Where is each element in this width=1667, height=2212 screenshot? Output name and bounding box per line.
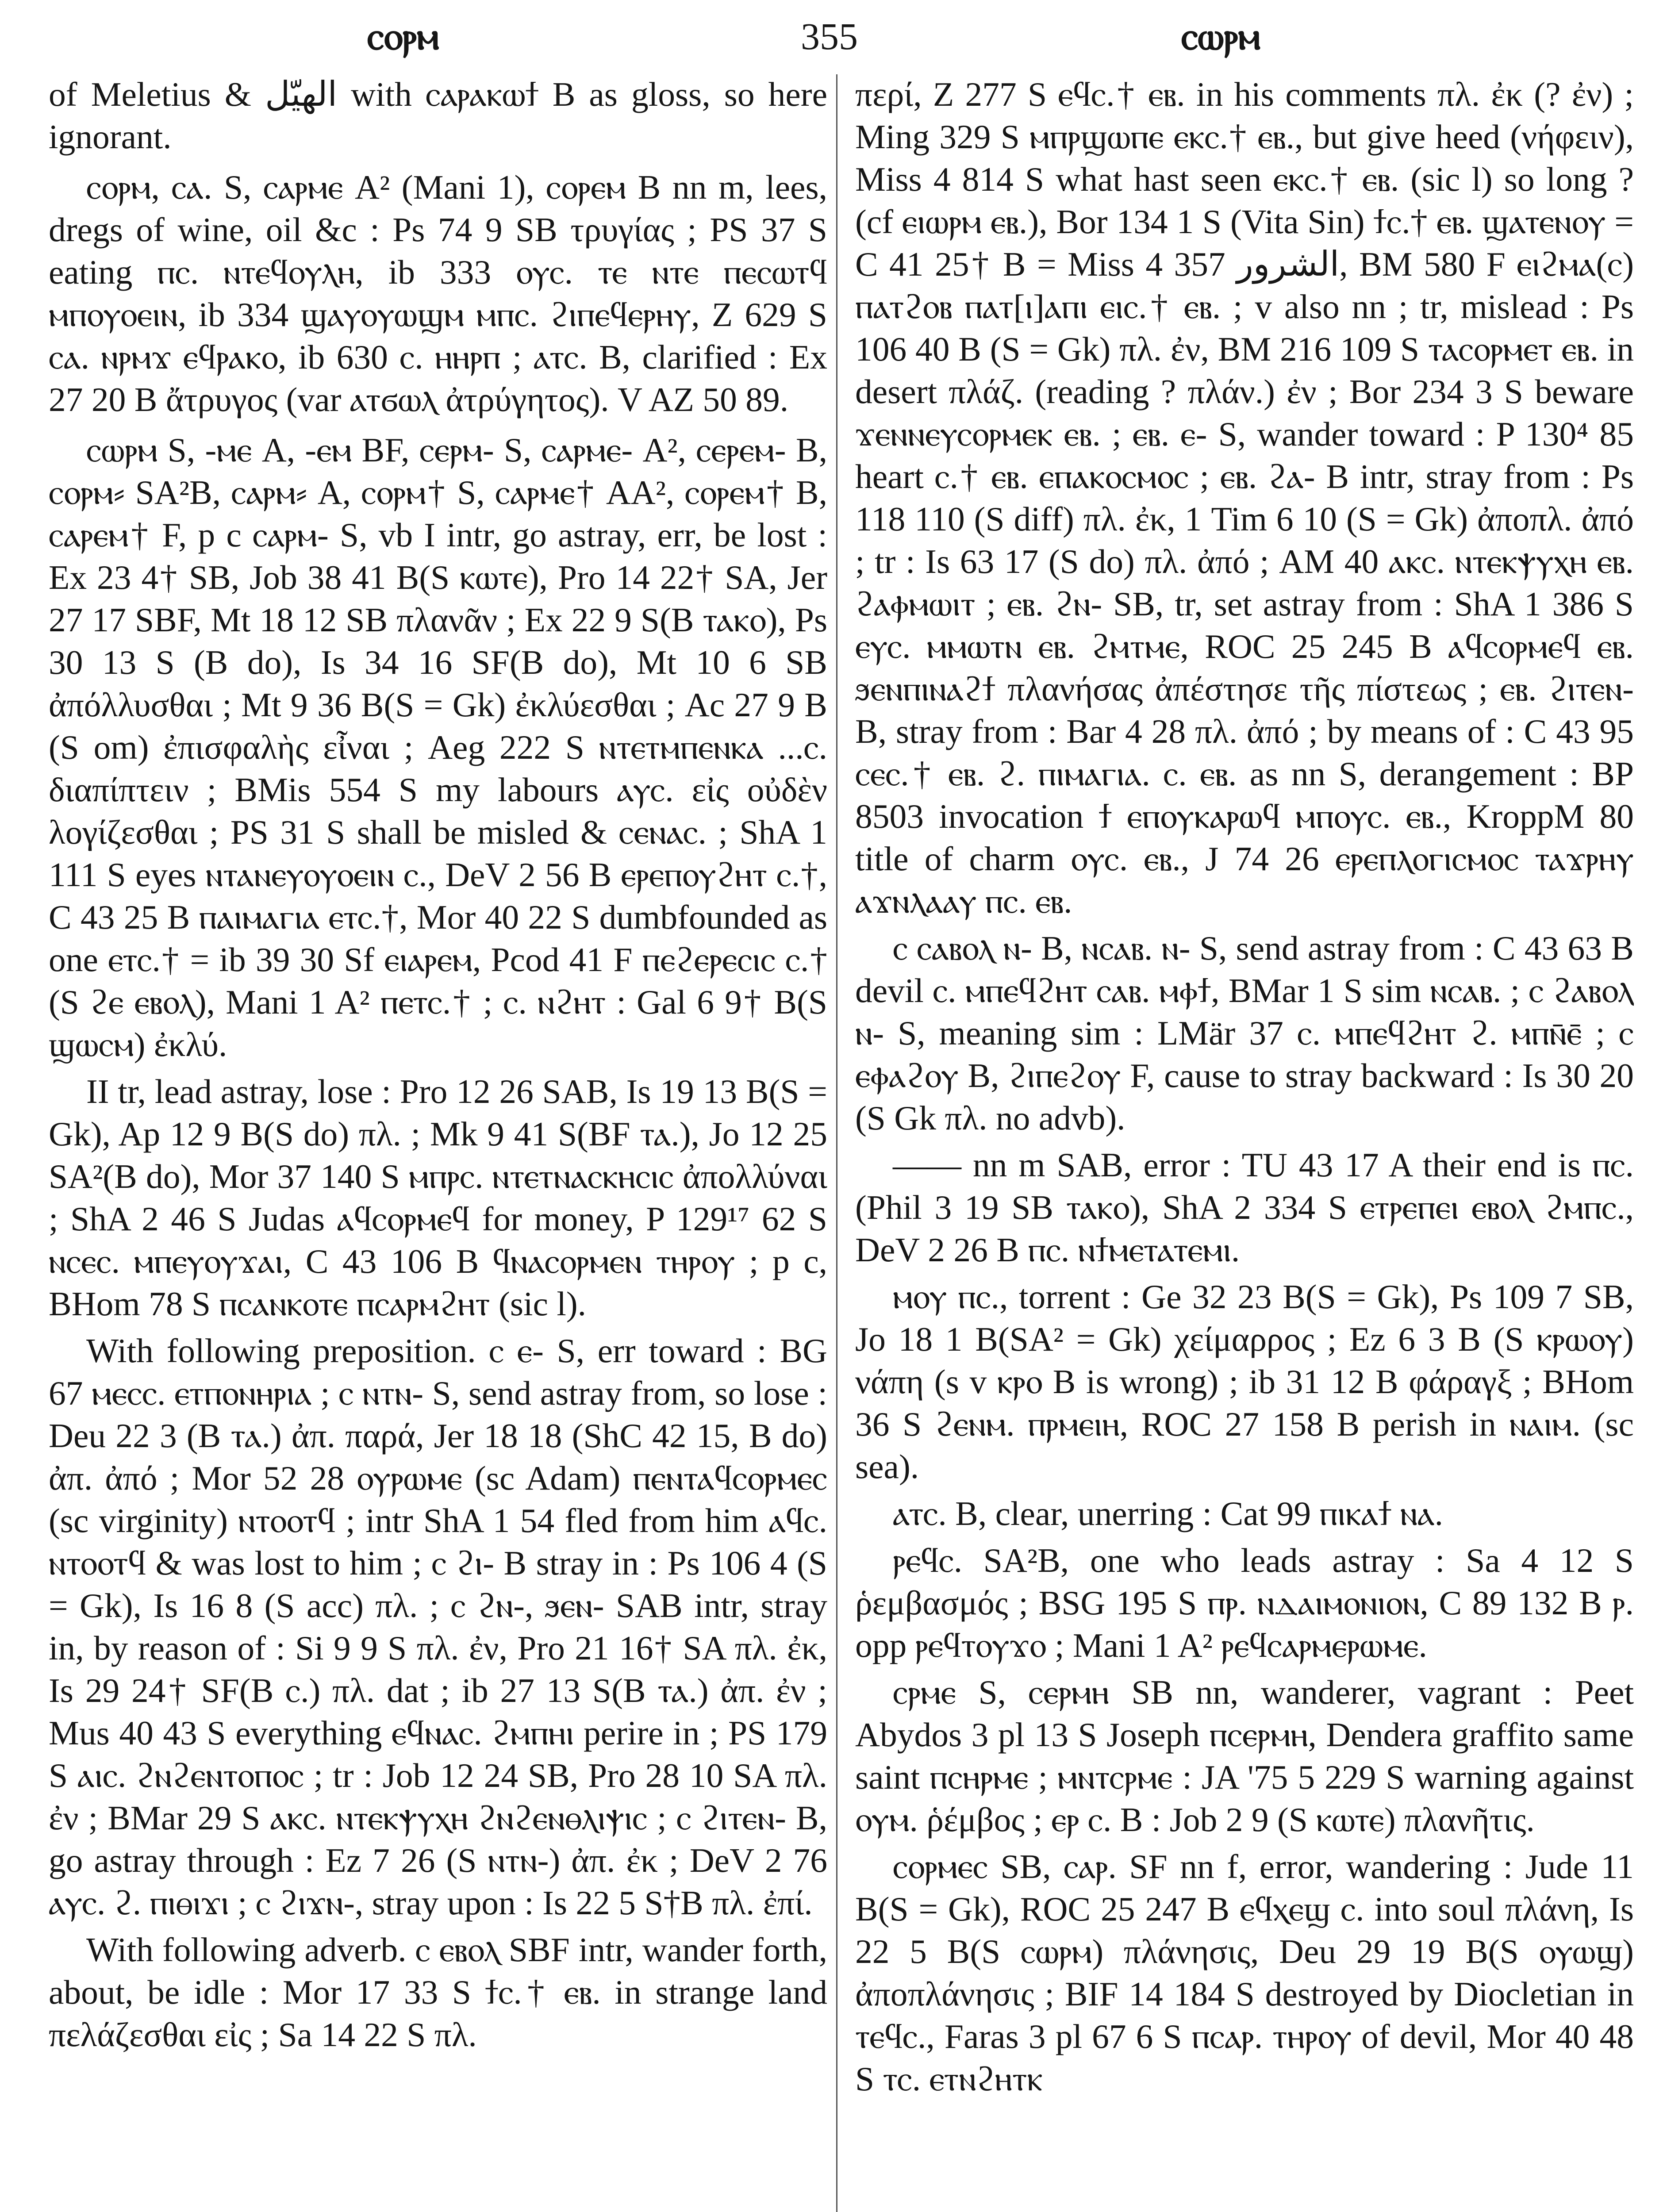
entry-paragraph: With following adverb. ⲥ ⲉⲃⲟⲗ SBF intr, wander forth, about, be idle : Mor 17 33 S ϯⲥ.† ⲉⲃ. in strange land πελάζεσθαι εἰς ; Sa 14 22 S πλ. [49,1931,827,2054]
entry-paragraph: —— nn m SAB, error : TU 43 17 A their end is ⲡⲥ. (Phil 3 19 SB ⲧⲁⲕⲟ), ShA 2 334 S ⲉⲧⲣⲉⲡⲉⲓ ⲉⲃⲟⲗ ϩⲙⲡⲥ., DeV 2 26 B ⲡⲥ. ⲛϯⲙⲉⲧⲁⲧⲉⲙⲓ. [855,1146,1634,1269]
entry-paragraph: ⲣⲉϥⲥ. SA²B, one who leads astray : Sa 4 12 S ῥεμβασμός ; BSG 195 S ⲡⲣ. ⲛⲇⲁⲓⲙⲟⲛⲓⲟⲛ, C 89 132 B ⲣ. opp ⲣⲉϥⲧⲟⲩϫⲟ ; Mani 1 A² ⲣⲉϥⲥⲁⲣⲙⲉⲣⲱⲙⲉ. [855,1541,1634,1664]
page-number: 355 [801,15,858,58]
entry-paragraph: ⲥⲣⲙⲉ S, ⲥⲉⲣⲙⲏ SB nn, wanderer, vagrant : Peet Abydos 3 pl 13 S Joseph ⲡⲥⲉⲣⲙⲏ, Dendera graffito same saint ⲡⲥⲏⲣⲙⲉ ; ⲙⲛⲧⲥⲣⲙⲉ : JA '75 5 229 S warning against ⲟⲩⲙ. ῥέμβος ; ⲉⲣ ⲥ. B : Job 2 9 (S ⲕⲱⲧⲉ) πλανῆτις. [855,1673,1634,1839]
right-running-headword: ⲥⲱⲣⲙ [1181,14,1261,58]
entry-paragraph: ⲥⲟⲣⲙⲉⲥ SB, ⲥⲁⲣ. SF nn f, error, wandering : Jude 11 B(S = Gk), ROC 25 247 B ⲉϥⲭⲉϣ ⲥ. into soul πλάνη, Is 22 5 B(S ⲥⲱⲣⲙ) πλάνησις, Deu 29 19 B(S ⲟⲩⲱϣ) ἀποπλάνησις ; BIF 14 184 S destroyed by Diocletian in ⲧⲉϥⲥ., Faras 3 pl 67 6 S ⲡⲥⲁⲣ. ⲧⲏⲣⲟⲩ of devil, Mor 40 48 S ⲧⲥ. ⲉⲧⲛϩⲏⲧⲕ [855,1847,1634,2098]
entry-paragraph: ⲥⲟⲣⲙ, ⲥⲁ. S, ⲥⲁⲣⲙⲉ A² (Mani 1), ⲥⲟⲣⲉⲙ B nn m, lees, dregs of wine, oil &c : Ps 74 9 SB τρυγίας ; PS 37 S eating ⲡⲥ. ⲛⲧⲉϥⲟⲩⲗⲏ, ib 333 ⲟⲩⲥ. ⲧⲉ ⲛⲧⲉ ⲡⲉⲥⲱⲧϥ ⲙⲡⲟⲩⲟⲉⲓⲛ, ib 334 ϣⲁⲩⲟⲩⲱϣⲙ ⲙⲡⲥ. ϩⲓⲡⲉϥⲉⲣⲏⲩ, Z 629 S ⲥⲁ. ⲛⲣⲙϫ ⲉϥⲣⲁⲕⲟ, ib 630 ⲥ. ⲏⲏⲣⲡ ; ⲁⲧⲥ. B, clarified : Ex 27 20 B ἄτρυγος (var ⲁⲧϭⲱⲗ ἀτρύγητος). V AZ 50 89. [49,168,827,419]
entry-paragraph: ⲥ ⲥⲁⲃⲟⲗ ⲛ- B, ⲛⲥⲁⲃ. ⲛ- S, send astray from : C 43 63 B devil ⲥ. ⲙⲡⲉϥϩⲏⲧ ⲥⲁⲃ. ⲙⲫϯ, BMar 1 S sim ⲛⲥⲁⲃ. ; ⲥ ϩⲁⲃⲟⲗ ⲛ- S, meaning sim : LMär 37 ⲥ. ⲙⲡⲉϥϩⲏⲧ ϩ. ⲙⲡⲛ̄ⲉ̄ ; ⲥ ⲉⲫⲁϩⲟⲩ B, ϩⲓⲡⲉϩⲟⲩ F, cause to stray backward : Is 30 20 (S Gk πλ. no advb). [855,929,1634,1137]
entry-paragraph: περί, Z 277 S ⲉϥⲥ.† ⲉⲃ. in his comments πλ. ἐκ (? ἐν) ; Ming 329 S ⲙⲡⲣϣⲱⲡⲉ ⲉⲕⲥ.† ⲉⲃ., but give heed (νήφειν), Miss 4 814 S what hast seen ⲉⲕⲥ.† ⲉⲃ. (sic l) so long ? (cf ⲉⲓⲱⲣⲙ ⲉⲃ.), Bor 134 1 S (Vita Sin) ϯⲥ.† ⲉⲃ. ϣⲁⲧⲉⲛⲟⲩ = C 41 25† B = Miss 4 357 الشرور, BM 580 F ⲉⲓϩⲙⲁ(ⲥ) ⲡⲁⲧϩⲟⲃ ⲡⲁⲧ[ⲓ]ⲁⲡⲓ ⲉⲓⲥ.† ⲉⲃ. ; v also nn ; tr, mislead : Ps 106 40 B (S = Gk) πλ. ἐν, BM 216 109 S ⲧⲁⲥⲟⲣⲙⲉⲧ ⲉⲃ. in desert πλάζ. (reading ? πλάν.) ἐν ; Bor 234 3 S beware ϫⲉⲛⲛⲉⲩⲥⲟⲣⲙⲉⲕ ⲉⲃ. ; ⲉⲃ. ⲉ- S, wander toward : P 130⁴ 85 heart ⲥ.† ⲉⲃ. ⲉⲡⲁⲕⲟⲥⲙⲟⲥ ; ⲉⲃ. ϩⲁ- B intr, stray from : Ps 118 110 (S diff) πλ. ἐκ, 1 Tim 6 10 (S = Gk) ἀποπλ. ἀπό ; tr : Is 63 17 (S do) πλ. ἀπό ; AM 40 ⲁⲕⲥ. ⲛⲧⲉⲕⲯⲩⲭⲏ ⲉⲃ. ϩⲁⲫⲙⲱⲓⲧ ; ⲉⲃ. ϩⲛ- SB, tr, set astray from : ShA 1 386 S ⲉⲩⲥ. ⲙⲙⲱⲧⲛ ⲉⲃ. ϩⲙⲧⲙⲉ, ROC 25 245 B ⲁϥⲥⲟⲣⲙⲉϥ ⲉⲃ. ϧⲉⲛⲡⲓⲛⲁϩϯ πλανήσας ἀπέστησε τῆς πίστεως ; ⲉⲃ. ϩⲓⲧⲉⲛ- B, stray from : Bar 4 28 πλ. ἀπό ; by means of : C 43 95 ⲥⲉⲥ.† ⲉⲃ. ϩ. ⲡⲓⲙⲁⲅⲓⲁ. ⲥ. ⲉⲃ. as nn S, derangement : BP 8503 invocation ϯ ⲉⲡⲟⲩⲕⲁⲣⲱϥ ⲙⲡⲟⲩⲥ. ⲉⲃ., KroppM 80 title of charm ⲟⲩⲥ. ⲉⲃ., J 74 26 ⲉⲣⲉⲡⲗⲟⲅⲓⲥⲙⲟⲥ ⲧⲁϫⲣⲏⲩ ⲁϫⲛⲗⲁⲁⲩ ⲡⲥ. ⲉⲃ. [855,75,1634,920]
page-header [49,10,1632,76]
entry-paragraph: ⲁⲧⲥ. B, clear, unerring : Cat 99 ⲡⲓⲕⲁϯ ⲛⲁ. [893,1494,1444,1532]
entry-paragraph: ⲥⲱⲣⲙ S, -ⲙⲉ A, -ⲉⲙ BF, ⲥⲉⲣⲙ- S, ⲥⲁⲣⲙⲉ- A², ⲥⲉⲣⲉⲙ- B, ⲥⲟⲣⲙ⸗ SA²B, ⲥⲁⲣⲙ⸗ A, ⲥⲟⲣⲙ† S, ⲥⲁⲣⲙⲉ† AA², ⲥⲟⲣⲉⲙ† B, ⲥⲁⲣⲉⲙ† F, p c ⲥⲁⲣⲙ- S, vb I intr, go astray, err, be lost : Ex 23 4† SB, Job 38 41 B(S ⲕⲱⲧⲉ), Pro 14 22† SA, Jer 27 17 SBF, Mt 18 12 SB πλανᾶν ; Ex 22 9 S(B ⲧⲁⲕⲟ), Ps 30 13 S (B do), Is 34 16 SF(B do), Mt 10 6 SB ἀπόλλυσθαι ; Mt 9 36 B(S = Gk) ἐκλύεσθαι ; Ac 27 9 B (S om) ἐπισφαλὴς εἶναι ; Aeg 222 S ⲛⲧⲉⲧⲙⲡⲉⲛⲕⲁ ...ⲥ. διαπίπτειν ; BMis 554 S my labours ⲁⲩⲥ. εἰς οὐδὲν λογίζεσθαι ; PS 31 S shall be misled & ⲥⲉⲛⲁⲥ. ; ShA 1 111 S eyes ⲛⲧⲁⲛⲉⲩⲟⲩⲟⲉⲓⲛ ⲥ., DeV 2 56 B ⲉⲣⲉⲡⲟⲩϩⲏⲧ ⲥ.†, C 43 25 B ⲡⲁⲓⲙⲁⲅⲓⲁ ⲉⲧⲥ.†, Mor 40 22 S dumbfounded as one ⲉⲧⲥ.† = ib 39 30 Sf ⲉⲓⲁⲣⲉⲙ, Pcod 41 F ⲡⲉϩⲉⲣⲉⲥⲓⲥ ⲥ.† (S ϩⲉ ⲉⲃⲟⲗ), Mani 1 A² ⲡⲉⲧⲥ.† ; ⲥ. ⲛϩⲏⲧ : Gal 6 9† B(S ϣⲱⲥⲙ) ἐκλύ. [49,431,827,1064]
entry-paragraph: ⲙⲟⲩ ⲡⲥ., torrent : Ge 32 23 B(S = Gk), Ps 109 7 SB, Jo 18 1 B(SA² = Gk) χείμαρρος ; Ez 6 3 B (S ⲕⲣⲱⲟⲩ) νάπη (s v ⲕⲣⲟ B is wrong) ; ib 31 12 B φάραγξ ; BHom 36 S ϩⲉⲛⲙ. ⲡⲣⲙⲉⲓⲏ, ROC 27 158 B perish in ⲛⲁⲓⲙ. (sc sea). [855,1278,1634,1486]
left-running-headword: ⲥⲟⲣⲙ [367,14,439,58]
column-divider [836,74,837,2212]
left-column [49,73,827,2212]
right-column [855,73,1634,2212]
entry-paragraph: II tr, lead astray, lose : Pro 12 26 SAB, Is 19 13 B(S = Gk), Ap 12 9 B(S do) πλ. ; Mk 9 41 S(BF ⲧⲁ.), Jo 12 25 SA²(B do), Mor 37 140 S ⲙⲡⲣⲥ. ⲛⲧⲉⲧⲛⲁⲥⲕⲏⲥⲓⲥ ἀπολλύναι ; ShA 2 46 S Judas ⲁϥⲥⲟⲣⲙⲉϥ for money, P 129¹⁷ 62 S ⲛⲥⲉⲥ. ⲙⲡⲉⲩⲟⲩϫⲁⲓ, C 43 106 B ϥⲛⲁⲥⲟⲣⲙⲉⲛ ⲧⲏⲣⲟⲩ ; p c, BHom 78 S ⲡⲥⲁⲛⲕⲟⲧⲉ ⲡⲥⲁⲣⲙϩⲏⲧ (sic l). [49,1072,827,1323]
entry-paragraph: of Meletius & الهيّل with ⲥⲁⲣⲁⲕⲱϯ B as gloss, so here ignorant. [49,75,827,156]
entry-paragraph: With following preposition. ⲥ ⲉ- S, err toward : BG 67 ⲙⲉⲥⲥ. ⲉⲧⲡⲟⲛⲏⲣⲓⲁ ; ⲥ ⲛⲧⲛ- S, send astray from, so lose : Deu 22 3 (B ⲧⲁ.) ἀπ. παρά, Jer 18 18 (ShC 42 15, B do) ἀπ. ἀπό ; Mor 52 28 ⲟⲩⲣⲱⲙⲉ (sc Adam) ⲡⲉⲛⲧⲁϥⲥⲟⲣⲙⲉⲥ (sc virginity) ⲛⲧⲟⲟⲧϥ ; intr ShA 1 54 fled from him ⲁϥⲥ. ⲛⲧⲟⲟⲧϥ & was lost to him ; ⲥ ϩⲓ- B stray in : Ps 106 4 (S = Gk), Is 16 8 (S acc) πλ. ; ⲥ ϩⲛ-, ϧⲉⲛ- SAB intr, stray in, by reason of : Si 9 9 S πλ. ἐν, Pro 21 16† SA πλ. ἐκ, Is 29 24† SF(B ⲥ.) πλ. dat ; ib 27 13 S(B ⲧⲁ.) ἀπ. ἐν ; Mus 40 43 S everything ⲉϥⲛⲁⲥ. ϩⲙⲡⲏⲓ perire in ; PS 179 S ⲁⲓⲥ. ϩⲛϩⲉⲛⲧⲟⲡⲟⲥ ; tr : Job 12 24 SB, Pro 28 10 SA πλ. ἐν ; BMar 29 S ⲁⲕⲥ. ⲛⲧⲉⲕⲯⲩⲭⲏ ϩⲛϩⲉⲛⲑⲗⲓⲯⲓⲥ ; ⲥ ϩⲓⲧⲉⲛ- B, go astray through : Ez 7 26 (S ⲛⲧⲛ-) ἀπ. ἐκ ; DeV 2 76 ⲁⲩⲥ. ϩ. ⲡⲓⲑⲓϫⲓ ; ⲥ ϩⲓϫⲛ-, stray upon : Is 22 5 S†B πλ. ἐπί. [49,1332,827,1922]
